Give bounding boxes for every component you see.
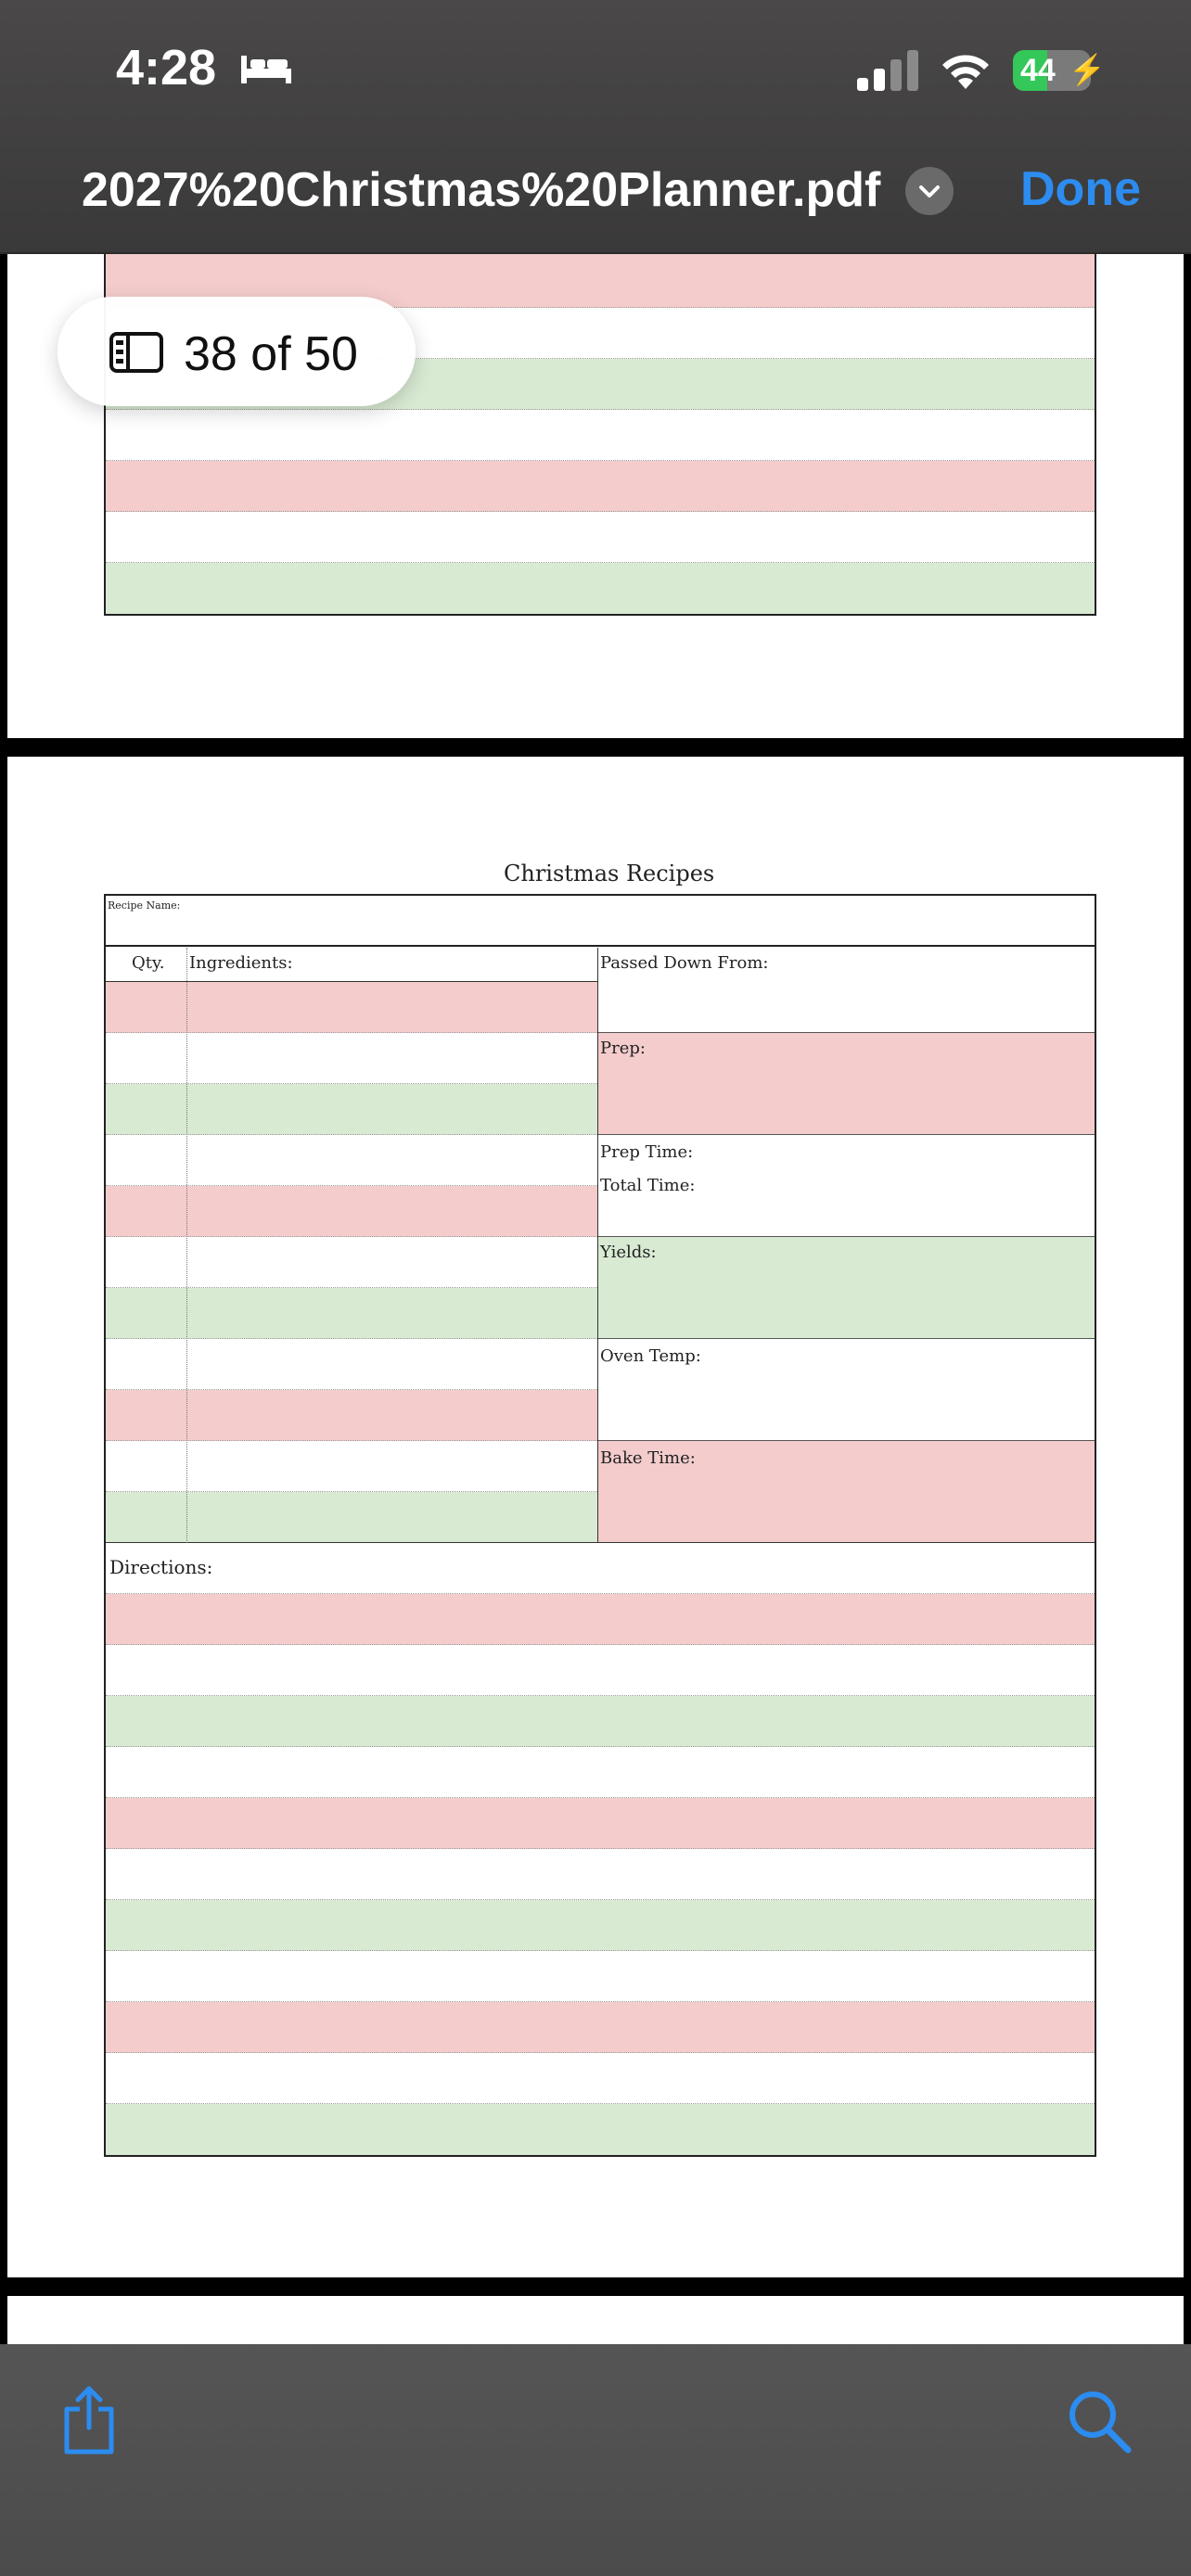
pdf-page-next <box>7 2296 1184 2344</box>
battery-indicator <box>1013 50 1106 91</box>
yields-box[interactable] <box>598 1237 1095 1339</box>
share-icon[interactable] <box>59 2385 119 2455</box>
search-icon[interactable] <box>1067 2389 1132 2454</box>
recipe-form <box>104 894 1096 2157</box>
oven-temp-box[interactable] <box>598 1339 1095 1441</box>
directions-line[interactable] <box>106 1798 1095 1849</box>
directions-label: Directions: <box>109 1556 213 1578</box>
ingredient-row[interactable] <box>106 1441 597 1492</box>
lined-row <box>106 563 1095 614</box>
directions-line[interactable] <box>106 2104 1095 2155</box>
directions-line[interactable] <box>106 2002 1095 2053</box>
page-title: Christmas Recipes <box>504 861 715 886</box>
directions-line[interactable] <box>106 1645 1095 1696</box>
ingredients-label: Ingredients: <box>189 953 293 973</box>
recipe-name-label: Recipe Name: <box>108 899 181 912</box>
ingredient-row[interactable] <box>106 1033 597 1084</box>
chevron-down-icon[interactable] <box>905 167 954 215</box>
charging-bolt-icon: ⚡ <box>1069 53 1106 86</box>
ingredient-row[interactable] <box>106 1390 597 1441</box>
recipe-info-column <box>597 948 1095 1543</box>
lined-row <box>106 512 1095 563</box>
battery-level: 44 <box>1020 53 1056 88</box>
prep-time-label: Prep Time: <box>600 1142 694 1162</box>
passed-down-label: Passed Down From: <box>600 953 769 973</box>
bottom-toolbar <box>0 2344 1191 2576</box>
wifi-icon <box>937 46 994 91</box>
bake-time-label: Bake Time: <box>600 1448 696 1468</box>
directions-line[interactable] <box>106 1951 1095 2002</box>
prep-box[interactable] <box>598 1033 1095 1135</box>
ingredient-row[interactable] <box>106 1492 597 1543</box>
ingredient-row[interactable] <box>106 1339 597 1390</box>
ingredient-rows <box>106 982 597 1543</box>
ingredient-row[interactable] <box>106 1084 597 1135</box>
oven-temp-label: Oven Temp: <box>600 1346 701 1366</box>
ingredient-row[interactable] <box>106 982 597 1033</box>
ingredients-header-row <box>106 948 597 982</box>
directions-header-row <box>106 1543 1095 1594</box>
qty-column-divider <box>186 948 187 1543</box>
yields-label: Yields: <box>600 1243 657 1262</box>
directions-line[interactable] <box>106 1849 1095 1900</box>
pdf-page-recipe <box>7 757 1184 2277</box>
page-indicator-text: 38 of 50 <box>184 327 358 381</box>
bake-time-box[interactable] <box>598 1441 1095 1543</box>
status-time: 4:28 <box>116 40 217 96</box>
done-button[interactable]: Done <box>1020 162 1141 216</box>
document-title[interactable]: 2027%20Christmas%20Planner.pdf <box>82 163 881 217</box>
directions-line[interactable] <box>106 2053 1095 2104</box>
directions-line[interactable] <box>106 1594 1095 1645</box>
directions-line[interactable] <box>106 1747 1095 1798</box>
viewer-header <box>0 0 1191 254</box>
qty-label: Qty. <box>132 953 165 973</box>
page-indicator[interactable] <box>58 297 416 406</box>
passed-down-box[interactable] <box>598 948 1095 1033</box>
lined-row <box>106 461 1095 512</box>
lined-row <box>106 410 1095 461</box>
sidebar-thumbnails-icon <box>109 332 163 373</box>
cellular-signal-icon <box>855 50 920 91</box>
prep-label: Prep: <box>600 1039 646 1058</box>
directions-line[interactable] <box>106 1900 1095 1951</box>
time-box[interactable] <box>598 1135 1095 1237</box>
ingredient-row[interactable] <box>106 1186 597 1237</box>
total-time-label: Total Time: <box>600 1176 696 1195</box>
recipe-name-row[interactable] <box>106 896 1095 947</box>
ingredient-row[interactable] <box>106 1135 597 1186</box>
directions-line[interactable] <box>106 1696 1095 1747</box>
bed-icon <box>239 50 293 85</box>
ingredient-row[interactable] <box>106 1288 597 1339</box>
ingredient-row[interactable] <box>106 1237 597 1288</box>
directions-section <box>106 1543 1095 2155</box>
